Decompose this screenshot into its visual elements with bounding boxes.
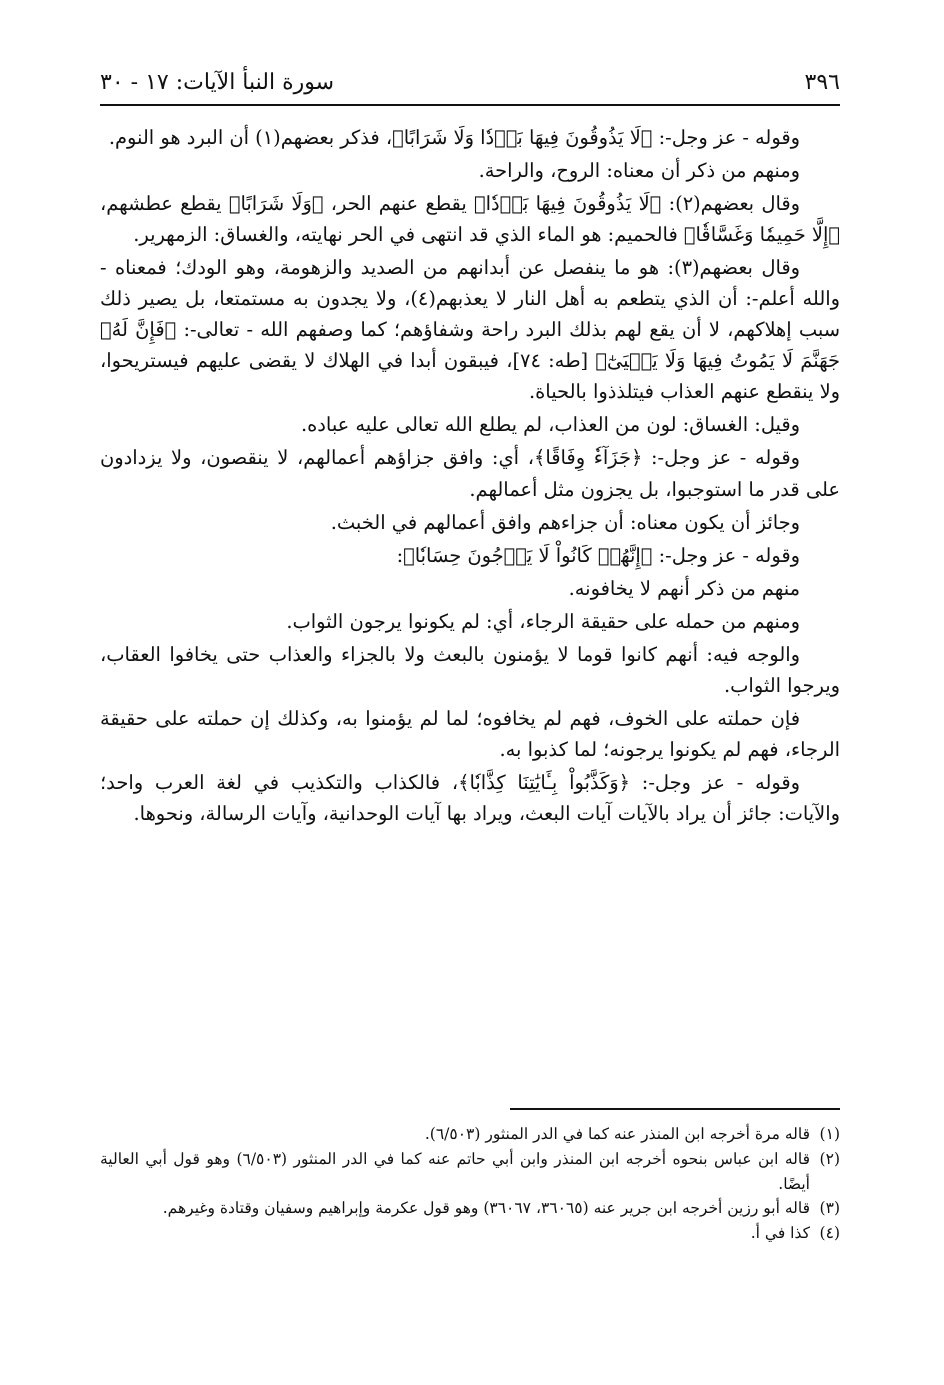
paragraph: وقيل: الغساق: لون من العذاب، لم يطلع الله تعالى عليه عباده.: [300, 413, 800, 437]
footnote: [100, 1196, 840, 1221]
footnote-number: (٣): [819, 1199, 840, 1218]
footnote-text: قاله أبو رزين أخرجه ابن جرير عنه (٣٦٠٦٥، ٣٦٠٦٧) وهو قول عكرمة وإبراهيم وسفيان وقتادة وغيرهم.: [162, 1199, 810, 1218]
footnote: [100, 1221, 840, 1246]
paragraph: منهم من ذكر أنهم لا يخافونه.: [568, 576, 800, 600]
paragraph: وقوله - عز وجل-: ﴿جَزَآءٗ وِفَاقًا﴾، أي: وافق جزاؤهم أعمالهم، لا ينقصون، ولا يزدادون على قدر ما استوجبوا، بل يجزون مثل أعمالهم.: [100, 446, 840, 501]
header-divider: [100, 104, 840, 106]
page-number: ٣٩٦: [804, 69, 840, 95]
footnote: [100, 1122, 840, 1147]
footnote-text: كذا في أ.: [750, 1224, 810, 1243]
footnote-number: (١): [819, 1125, 840, 1143]
footnote: [100, 1147, 840, 1197]
paragraph: وجائز أن يكون معناه: أن جزاءهم وافق أعمالهم في الخبث.: [330, 510, 800, 534]
footnote-text: قاله مرة أخرجه ابن المنذر عنه كما في الدر المنثور (٦/٥٠٣).: [424, 1125, 810, 1143]
paragraph: ومنهم من حمله على حقيقة الرجاء، أي: لم يكونوا يرجون الثواب.: [286, 609, 800, 633]
paragraph: وقال بعضهم(٣): هو ما ينفصل عن أبدانهم من الصديد والزهومة، وهو الودك؛ فمعناه - والله أعلم-: أن الذي يتطعم به أهل النار لا يعذبهم(٤)، ولا يجدون به مستمتعا، بل يصير ذلك سبب إهلاكهم، لا أن يقع لهم بذلك البرد راحة وشفاؤهم؛ كما وصفهم الله - تعالى-: ﴿فَإِنَّ لَهُۥ جَهَنَّمَ لَا يَمُوتُ فِيهَا وَلَا يَحۡيَىٰٓ﴾ [طه: ٧٤]، فيبقون أبدا في الهلاك لا يقضى عليهم فيستريحوا، ولا ينقطع عنهم العذاب فيتلذذوا بالحياة.: [100, 256, 840, 404]
page-header: [100, 62, 840, 102]
paragraph: وقوله - عز وجل-: ﴿لَا يَذُوقُونَ فِيهَا بَرۡدٗا وَلَا شَرَابًا﴾، فذكر بعضهم(١) أن البرد هو النوم.: [108, 126, 800, 149]
paragraph: وقوله - عز وجل-: ﴿وَكَذَّبُواْ بِـَٔايَٰتِنَا كِذَّابٗا﴾، فالكذاب والتكذيب في لغة العرب واحد؛ والآيات: جائز أن يراد بالآيات آيات البعث، ويراد بها آيات الوحدانية، وآيات الرسالة، ونحوها.: [100, 770, 840, 825]
footnote-divider: [510, 1108, 840, 1110]
running-title: سورة النبأ الآيات: ١٧ - ٣٠: [100, 69, 335, 95]
main-text: [100, 122, 840, 831]
paragraph: وقوله - عز وجل-: ﴿إِنَّهُمۡ كَانُواْ لَا يَرۡجُونَ حِسَابٗا﴾:: [396, 543, 800, 567]
paragraph: والوجه فيه: أنهم كانوا قوما لا يؤمنون بالبعث ولا بالجزاء والعذاب حتى يخافوا العقاب، ويرجوا الثواب.: [100, 642, 840, 697]
footnotes: [100, 1122, 840, 1246]
footnote-text: قاله ابن عباس بنحوه أخرجه ابن المنذر وابن أبي حاتم عنه كما في الدر المنثور (٦/٥٠٣) وهو قول أبي العالية أيضًا.: [100, 1149, 810, 1193]
paragraph: فإن حملته على الخوف، فهم لم يخافوه؛ لما لم يؤمنوا به، وكذلك إن حملته على حقيقة الرجاء، فهم لم يكونوا يرجونه؛ لما كذبوا به.: [100, 706, 840, 761]
paragraph: وقال بعضهم(٢): ﴿لَا يَذُوقُونَ فِيهَا بَرۡدٗا﴾ يقطع عنهم الحر، ﴿وَلَا شَرَابًا﴾ يقطع عطشهم، ﴿إِلَّا حَمِيمٗا وَغَسَّاقٗا﴾ فالحميم: هو الماء الذي قد انتهى في الحر نهايته، والغساق: الزمهرير.: [100, 192, 840, 247]
footnote-number: (٤): [819, 1224, 840, 1243]
footnote-number: (٢): [819, 1149, 840, 1168]
paragraph: ومنهم من ذكر أن معناه: الروح، والراحة.: [478, 159, 800, 183]
